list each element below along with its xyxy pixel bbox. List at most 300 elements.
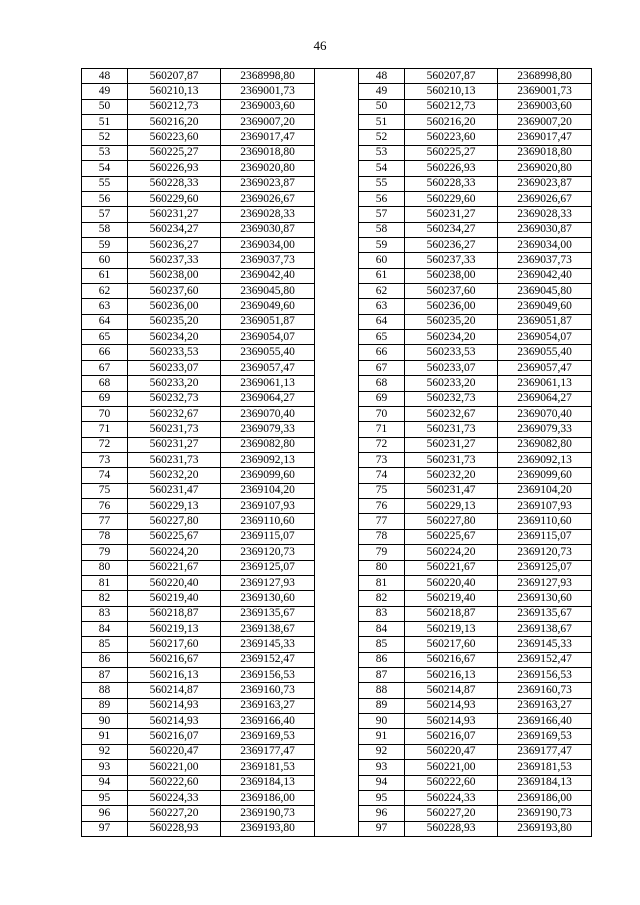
left-point-number-cell: 84 — [82, 621, 128, 636]
right-y-coordinate-cell: 2369061,13 — [498, 376, 592, 391]
left-point-number-cell: 52 — [82, 130, 128, 145]
right-y-coordinate-cell: 2369028,33 — [498, 207, 592, 222]
column-gap — [315, 529, 359, 544]
left-point-number-cell: 87 — [82, 668, 128, 683]
left-x-coordinate-cell: 560216,67 — [128, 652, 221, 667]
left-y-coordinate-cell: 2369051,87 — [221, 314, 315, 329]
left-y-coordinate-cell: 2369061,13 — [221, 376, 315, 391]
left-x-coordinate-cell: 560236,00 — [128, 299, 221, 314]
right-point-number-cell: 60 — [359, 253, 405, 268]
left-y-coordinate-cell: 2369092,13 — [221, 452, 315, 467]
right-x-coordinate-cell: 560225,27 — [405, 145, 498, 160]
left-y-coordinate-cell: 2369152,47 — [221, 652, 315, 667]
right-x-coordinate-cell: 560233,07 — [405, 360, 498, 375]
left-point-number-cell: 58 — [82, 222, 128, 237]
right-y-coordinate-cell: 2369152,47 — [498, 652, 592, 667]
right-point-number-cell: 90 — [359, 714, 405, 729]
right-y-coordinate-cell: 2369138,67 — [498, 621, 592, 636]
right-y-coordinate-cell: 2368998,80 — [498, 69, 592, 84]
right-point-number-cell: 77 — [359, 514, 405, 529]
left-point-number-cell: 64 — [82, 314, 128, 329]
right-point-number-cell: 61 — [359, 268, 405, 283]
left-y-coordinate-cell: 2369064,27 — [221, 391, 315, 406]
right-y-coordinate-cell: 2369026,67 — [498, 191, 592, 206]
right-y-coordinate-cell: 2369001,73 — [498, 84, 592, 99]
left-y-coordinate-cell: 2369160,73 — [221, 683, 315, 698]
left-y-coordinate-cell: 2369145,33 — [221, 637, 315, 652]
left-y-coordinate-cell: 2369138,67 — [221, 621, 315, 636]
right-x-coordinate-cell: 560231,27 — [405, 207, 498, 222]
left-y-coordinate-cell: 2369054,07 — [221, 330, 315, 345]
left-y-coordinate-cell: 2369055,40 — [221, 345, 315, 360]
right-x-coordinate-cell: 560237,60 — [405, 284, 498, 299]
table-row — [82, 545, 592, 560]
column-gap — [315, 391, 359, 406]
column-gap — [315, 161, 359, 176]
table-row — [82, 529, 592, 544]
table-row — [82, 760, 592, 775]
right-x-coordinate-cell: 560224,20 — [405, 545, 498, 560]
right-point-number-cell: 92 — [359, 744, 405, 759]
right-point-number-cell: 78 — [359, 529, 405, 544]
right-y-coordinate-cell: 2369110,60 — [498, 514, 592, 529]
right-y-coordinate-cell: 2369070,40 — [498, 406, 592, 421]
column-gap — [315, 806, 359, 821]
column-gap — [315, 744, 359, 759]
left-point-number-cell: 59 — [82, 237, 128, 252]
right-y-coordinate-cell: 2369127,93 — [498, 575, 592, 590]
right-point-number-cell: 73 — [359, 452, 405, 467]
left-point-number-cell: 91 — [82, 729, 128, 744]
right-x-coordinate-cell: 560216,20 — [405, 115, 498, 130]
left-x-coordinate-cell: 560220,40 — [128, 575, 221, 590]
column-gap — [315, 821, 359, 836]
left-y-coordinate-cell: 2369045,80 — [221, 284, 315, 299]
left-y-coordinate-cell: 2369169,53 — [221, 729, 315, 744]
left-point-number-cell: 78 — [82, 529, 128, 544]
table-row — [82, 483, 592, 498]
column-gap — [315, 191, 359, 206]
column-gap — [315, 130, 359, 145]
right-x-coordinate-cell: 560232,20 — [405, 468, 498, 483]
right-x-coordinate-cell: 560214,93 — [405, 714, 498, 729]
left-x-coordinate-cell: 560229,13 — [128, 499, 221, 514]
table-row — [82, 698, 592, 713]
right-point-number-cell: 71 — [359, 422, 405, 437]
left-point-number-cell: 76 — [82, 499, 128, 514]
left-y-coordinate-cell: 2369099,60 — [221, 468, 315, 483]
left-point-number-cell: 67 — [82, 360, 128, 375]
left-x-coordinate-cell: 560224,33 — [128, 790, 221, 805]
right-y-coordinate-cell: 2369055,40 — [498, 345, 592, 360]
left-x-coordinate-cell: 560222,60 — [128, 775, 221, 790]
right-point-number-cell: 50 — [359, 99, 405, 114]
left-point-number-cell: 71 — [82, 422, 128, 437]
right-x-coordinate-cell: 560224,33 — [405, 790, 498, 805]
column-gap — [315, 69, 359, 84]
column-gap — [315, 760, 359, 775]
left-point-number-cell: 74 — [82, 468, 128, 483]
right-point-number-cell: 96 — [359, 806, 405, 821]
left-x-coordinate-cell: 560234,20 — [128, 330, 221, 345]
left-point-number-cell: 66 — [82, 345, 128, 360]
table-row — [82, 391, 592, 406]
right-x-coordinate-cell: 560216,67 — [405, 652, 498, 667]
right-point-number-cell: 54 — [359, 161, 405, 176]
right-y-coordinate-cell: 2369135,67 — [498, 606, 592, 621]
column-gap — [315, 268, 359, 283]
left-x-coordinate-cell: 560231,73 — [128, 422, 221, 437]
column-gap — [315, 237, 359, 252]
column-gap — [315, 406, 359, 421]
left-y-coordinate-cell: 2369120,73 — [221, 545, 315, 560]
left-y-coordinate-cell: 2369037,73 — [221, 253, 315, 268]
left-point-number-cell: 57 — [82, 207, 128, 222]
right-y-coordinate-cell: 2369003,60 — [498, 99, 592, 114]
right-y-coordinate-cell: 2369181,53 — [498, 760, 592, 775]
left-point-number-cell: 61 — [82, 268, 128, 283]
left-y-coordinate-cell: 2369020,80 — [221, 161, 315, 176]
left-y-coordinate-cell: 2369186,00 — [221, 790, 315, 805]
table-row — [82, 790, 592, 805]
right-y-coordinate-cell: 2369115,07 — [498, 529, 592, 544]
right-x-coordinate-cell: 560232,67 — [405, 406, 498, 421]
left-x-coordinate-cell: 560227,80 — [128, 514, 221, 529]
left-point-number-cell: 49 — [82, 84, 128, 99]
right-x-coordinate-cell: 560222,60 — [405, 775, 498, 790]
left-x-coordinate-cell: 560234,27 — [128, 222, 221, 237]
left-point-number-cell: 90 — [82, 714, 128, 729]
left-y-coordinate-cell: 2369070,40 — [221, 406, 315, 421]
right-point-number-cell: 56 — [359, 191, 405, 206]
right-y-coordinate-cell: 2369079,33 — [498, 422, 592, 437]
right-y-coordinate-cell: 2369049,60 — [498, 299, 592, 314]
right-x-coordinate-cell: 560231,73 — [405, 422, 498, 437]
column-gap — [315, 314, 359, 329]
right-y-coordinate-cell: 2369186,00 — [498, 790, 592, 805]
right-y-coordinate-cell: 2369051,87 — [498, 314, 592, 329]
right-point-number-cell: 87 — [359, 668, 405, 683]
table-row — [82, 621, 592, 636]
column-gap — [315, 330, 359, 345]
left-point-number-cell: 72 — [82, 437, 128, 452]
table-row — [82, 652, 592, 667]
column-gap — [315, 176, 359, 191]
right-y-coordinate-cell: 2369184,13 — [498, 775, 592, 790]
right-x-coordinate-cell: 560227,80 — [405, 514, 498, 529]
right-x-coordinate-cell: 560216,13 — [405, 668, 498, 683]
left-point-number-cell: 93 — [82, 760, 128, 775]
right-y-coordinate-cell: 2369166,40 — [498, 714, 592, 729]
right-y-coordinate-cell: 2369107,93 — [498, 499, 592, 514]
left-x-coordinate-cell: 560220,47 — [128, 744, 221, 759]
right-y-coordinate-cell: 2369057,47 — [498, 360, 592, 375]
right-x-coordinate-cell: 560228,93 — [405, 821, 498, 836]
column-gap — [315, 360, 359, 375]
right-y-coordinate-cell: 2369018,80 — [498, 145, 592, 160]
left-point-number-cell: 92 — [82, 744, 128, 759]
left-point-number-cell: 73 — [82, 452, 128, 467]
right-point-number-cell: 48 — [359, 69, 405, 84]
right-point-number-cell: 79 — [359, 545, 405, 560]
left-point-number-cell: 53 — [82, 145, 128, 160]
right-point-number-cell: 83 — [359, 606, 405, 621]
left-y-coordinate-cell: 2369163,27 — [221, 698, 315, 713]
left-x-coordinate-cell: 560231,27 — [128, 207, 221, 222]
right-x-coordinate-cell: 560229,13 — [405, 499, 498, 514]
right-y-coordinate-cell: 2369017,47 — [498, 130, 592, 145]
table-row — [82, 806, 592, 821]
right-point-number-cell: 85 — [359, 637, 405, 652]
left-x-coordinate-cell: 560214,93 — [128, 714, 221, 729]
left-x-coordinate-cell: 560216,20 — [128, 115, 221, 130]
left-x-coordinate-cell: 560224,20 — [128, 545, 221, 560]
left-y-coordinate-cell: 2369049,60 — [221, 299, 315, 314]
right-point-number-cell: 58 — [359, 222, 405, 237]
left-point-number-cell: 55 — [82, 176, 128, 191]
table-row — [82, 729, 592, 744]
right-y-coordinate-cell: 2369045,80 — [498, 284, 592, 299]
column-gap — [315, 115, 359, 130]
left-y-coordinate-cell: 2369135,67 — [221, 606, 315, 621]
left-point-number-cell: 77 — [82, 514, 128, 529]
left-point-number-cell: 94 — [82, 775, 128, 790]
right-point-number-cell: 53 — [359, 145, 405, 160]
left-x-coordinate-cell: 560214,87 — [128, 683, 221, 698]
table-row — [82, 744, 592, 759]
table-row — [82, 84, 592, 99]
right-x-coordinate-cell: 560235,20 — [405, 314, 498, 329]
right-x-coordinate-cell: 560221,67 — [405, 560, 498, 575]
table-row — [82, 253, 592, 268]
right-y-coordinate-cell: 2369130,60 — [498, 591, 592, 606]
left-y-coordinate-cell: 2369184,13 — [221, 775, 315, 790]
table-row — [82, 130, 592, 145]
right-y-coordinate-cell: 2369034,00 — [498, 237, 592, 252]
table-row — [82, 468, 592, 483]
right-x-coordinate-cell: 560232,73 — [405, 391, 498, 406]
right-point-number-cell: 84 — [359, 621, 405, 636]
left-y-coordinate-cell: 2369166,40 — [221, 714, 315, 729]
left-point-number-cell: 70 — [82, 406, 128, 421]
table-row — [82, 299, 592, 314]
table-row — [82, 207, 592, 222]
right-point-number-cell: 69 — [359, 391, 405, 406]
left-x-coordinate-cell: 560231,27 — [128, 437, 221, 452]
left-x-coordinate-cell: 560212,73 — [128, 99, 221, 114]
left-point-number-cell: 89 — [82, 698, 128, 713]
left-point-number-cell: 56 — [82, 191, 128, 206]
right-y-coordinate-cell: 2369099,60 — [498, 468, 592, 483]
right-x-coordinate-cell: 560212,73 — [405, 99, 498, 114]
left-point-number-cell: 51 — [82, 115, 128, 130]
right-x-coordinate-cell: 560220,40 — [405, 575, 498, 590]
right-x-coordinate-cell: 560207,87 — [405, 69, 498, 84]
left-point-number-cell: 83 — [82, 606, 128, 621]
right-point-number-cell: 91 — [359, 729, 405, 744]
left-point-number-cell: 80 — [82, 560, 128, 575]
column-gap — [315, 560, 359, 575]
right-x-coordinate-cell: 560219,13 — [405, 621, 498, 636]
left-x-coordinate-cell: 560237,33 — [128, 253, 221, 268]
column-gap — [315, 790, 359, 805]
right-x-coordinate-cell: 560223,60 — [405, 130, 498, 145]
left-x-coordinate-cell: 560219,13 — [128, 621, 221, 636]
column-gap — [315, 437, 359, 452]
left-y-coordinate-cell: 2369127,93 — [221, 575, 315, 590]
right-x-coordinate-cell: 560233,20 — [405, 376, 498, 391]
left-y-coordinate-cell: 2369110,60 — [221, 514, 315, 529]
left-x-coordinate-cell: 560228,33 — [128, 176, 221, 191]
left-x-coordinate-cell: 560233,20 — [128, 376, 221, 391]
right-x-coordinate-cell: 560218,87 — [405, 606, 498, 621]
right-y-coordinate-cell: 2369023,87 — [498, 176, 592, 191]
table-row — [82, 514, 592, 529]
right-y-coordinate-cell: 2369042,40 — [498, 268, 592, 283]
left-point-number-cell: 86 — [82, 652, 128, 667]
left-x-coordinate-cell: 560217,60 — [128, 637, 221, 652]
page-number: 46 — [313, 38, 327, 53]
table-row — [82, 637, 592, 652]
right-y-coordinate-cell: 2369092,13 — [498, 452, 592, 467]
left-x-coordinate-cell: 560214,93 — [128, 698, 221, 713]
right-y-coordinate-cell: 2369120,73 — [498, 545, 592, 560]
column-gap — [315, 652, 359, 667]
right-y-coordinate-cell: 2369104,20 — [498, 483, 592, 498]
column-gap — [315, 499, 359, 514]
right-x-coordinate-cell: 560231,27 — [405, 437, 498, 452]
left-x-coordinate-cell: 560227,20 — [128, 806, 221, 821]
left-point-number-cell: 54 — [82, 161, 128, 176]
right-x-coordinate-cell: 560234,20 — [405, 330, 498, 345]
right-x-coordinate-cell: 560227,20 — [405, 806, 498, 821]
column-gap — [315, 591, 359, 606]
table-row — [82, 284, 592, 299]
right-point-number-cell: 63 — [359, 299, 405, 314]
coordinates-table — [81, 68, 592, 837]
left-x-coordinate-cell: 560236,27 — [128, 237, 221, 252]
right-x-coordinate-cell: 560214,87 — [405, 683, 498, 698]
table-row — [82, 560, 592, 575]
right-point-number-cell: 97 — [359, 821, 405, 836]
left-point-number-cell: 60 — [82, 253, 128, 268]
right-point-number-cell: 65 — [359, 330, 405, 345]
left-y-coordinate-cell: 2369057,47 — [221, 360, 315, 375]
right-y-coordinate-cell: 2369190,73 — [498, 806, 592, 821]
left-y-coordinate-cell: 2369003,60 — [221, 99, 315, 114]
left-y-coordinate-cell: 2369079,33 — [221, 422, 315, 437]
left-point-number-cell: 81 — [82, 575, 128, 590]
column-gap — [315, 698, 359, 713]
left-y-coordinate-cell: 2369082,80 — [221, 437, 315, 452]
left-x-coordinate-cell: 560210,13 — [128, 84, 221, 99]
left-x-coordinate-cell: 560235,20 — [128, 314, 221, 329]
right-point-number-cell: 89 — [359, 698, 405, 713]
right-point-number-cell: 52 — [359, 130, 405, 145]
table-row — [82, 499, 592, 514]
table-row — [82, 422, 592, 437]
left-y-coordinate-cell: 2369181,53 — [221, 760, 315, 775]
right-x-coordinate-cell: 560234,27 — [405, 222, 498, 237]
right-x-coordinate-cell: 560216,07 — [405, 729, 498, 744]
table-row — [82, 330, 592, 345]
right-y-coordinate-cell: 2369054,07 — [498, 330, 592, 345]
left-x-coordinate-cell: 560219,40 — [128, 591, 221, 606]
left-x-coordinate-cell: 560218,87 — [128, 606, 221, 621]
left-x-coordinate-cell: 560216,13 — [128, 668, 221, 683]
table-row — [82, 775, 592, 790]
right-point-number-cell: 66 — [359, 345, 405, 360]
right-y-coordinate-cell: 2369163,27 — [498, 698, 592, 713]
right-point-number-cell: 75 — [359, 483, 405, 498]
right-y-coordinate-cell: 2369037,73 — [498, 253, 592, 268]
left-x-coordinate-cell: 560228,93 — [128, 821, 221, 836]
left-x-coordinate-cell: 560232,73 — [128, 391, 221, 406]
left-y-coordinate-cell: 2369190,73 — [221, 806, 315, 821]
right-x-coordinate-cell: 560217,60 — [405, 637, 498, 652]
right-x-coordinate-cell: 560219,40 — [405, 591, 498, 606]
left-point-number-cell: 50 — [82, 99, 128, 114]
right-point-number-cell: 67 — [359, 360, 405, 375]
left-y-coordinate-cell: 2369104,20 — [221, 483, 315, 498]
right-x-coordinate-cell: 560210,13 — [405, 84, 498, 99]
right-x-coordinate-cell: 560221,00 — [405, 760, 498, 775]
table-row — [82, 406, 592, 421]
column-gap — [315, 452, 359, 467]
column-gap — [315, 545, 359, 560]
column-gap — [315, 345, 359, 360]
right-y-coordinate-cell: 2369177,47 — [498, 744, 592, 759]
left-point-number-cell: 85 — [82, 637, 128, 652]
right-point-number-cell: 72 — [359, 437, 405, 452]
column-gap — [315, 514, 359, 529]
column-gap — [315, 621, 359, 636]
right-x-coordinate-cell: 560233,53 — [405, 345, 498, 360]
right-x-coordinate-cell: 560237,33 — [405, 253, 498, 268]
right-y-coordinate-cell: 2369020,80 — [498, 161, 592, 176]
right-point-number-cell: 68 — [359, 376, 405, 391]
left-x-coordinate-cell: 560233,53 — [128, 345, 221, 360]
left-y-coordinate-cell: 2369030,87 — [221, 222, 315, 237]
table-row — [82, 591, 592, 606]
right-x-coordinate-cell: 560226,93 — [405, 161, 498, 176]
column-gap — [315, 483, 359, 498]
column-gap — [315, 84, 359, 99]
right-point-number-cell: 57 — [359, 207, 405, 222]
right-x-coordinate-cell: 560225,67 — [405, 529, 498, 544]
table-row — [82, 99, 592, 114]
left-y-coordinate-cell: 2369007,20 — [221, 115, 315, 130]
column-gap — [315, 376, 359, 391]
right-y-coordinate-cell: 2369193,80 — [498, 821, 592, 836]
left-point-number-cell: 97 — [82, 821, 128, 836]
table-row — [82, 237, 592, 252]
right-x-coordinate-cell: 560228,33 — [405, 176, 498, 191]
left-point-number-cell: 96 — [82, 806, 128, 821]
table-row — [82, 145, 592, 160]
left-y-coordinate-cell: 2369026,67 — [221, 191, 315, 206]
left-y-coordinate-cell: 2369028,33 — [221, 207, 315, 222]
right-x-coordinate-cell: 560231,73 — [405, 452, 498, 467]
right-point-number-cell: 93 — [359, 760, 405, 775]
right-point-number-cell: 70 — [359, 406, 405, 421]
table-row — [82, 821, 592, 836]
left-y-coordinate-cell: 2369125,07 — [221, 560, 315, 575]
left-x-coordinate-cell: 560216,07 — [128, 729, 221, 744]
right-point-number-cell: 94 — [359, 775, 405, 790]
left-x-coordinate-cell: 560232,67 — [128, 406, 221, 421]
right-point-number-cell: 62 — [359, 284, 405, 299]
